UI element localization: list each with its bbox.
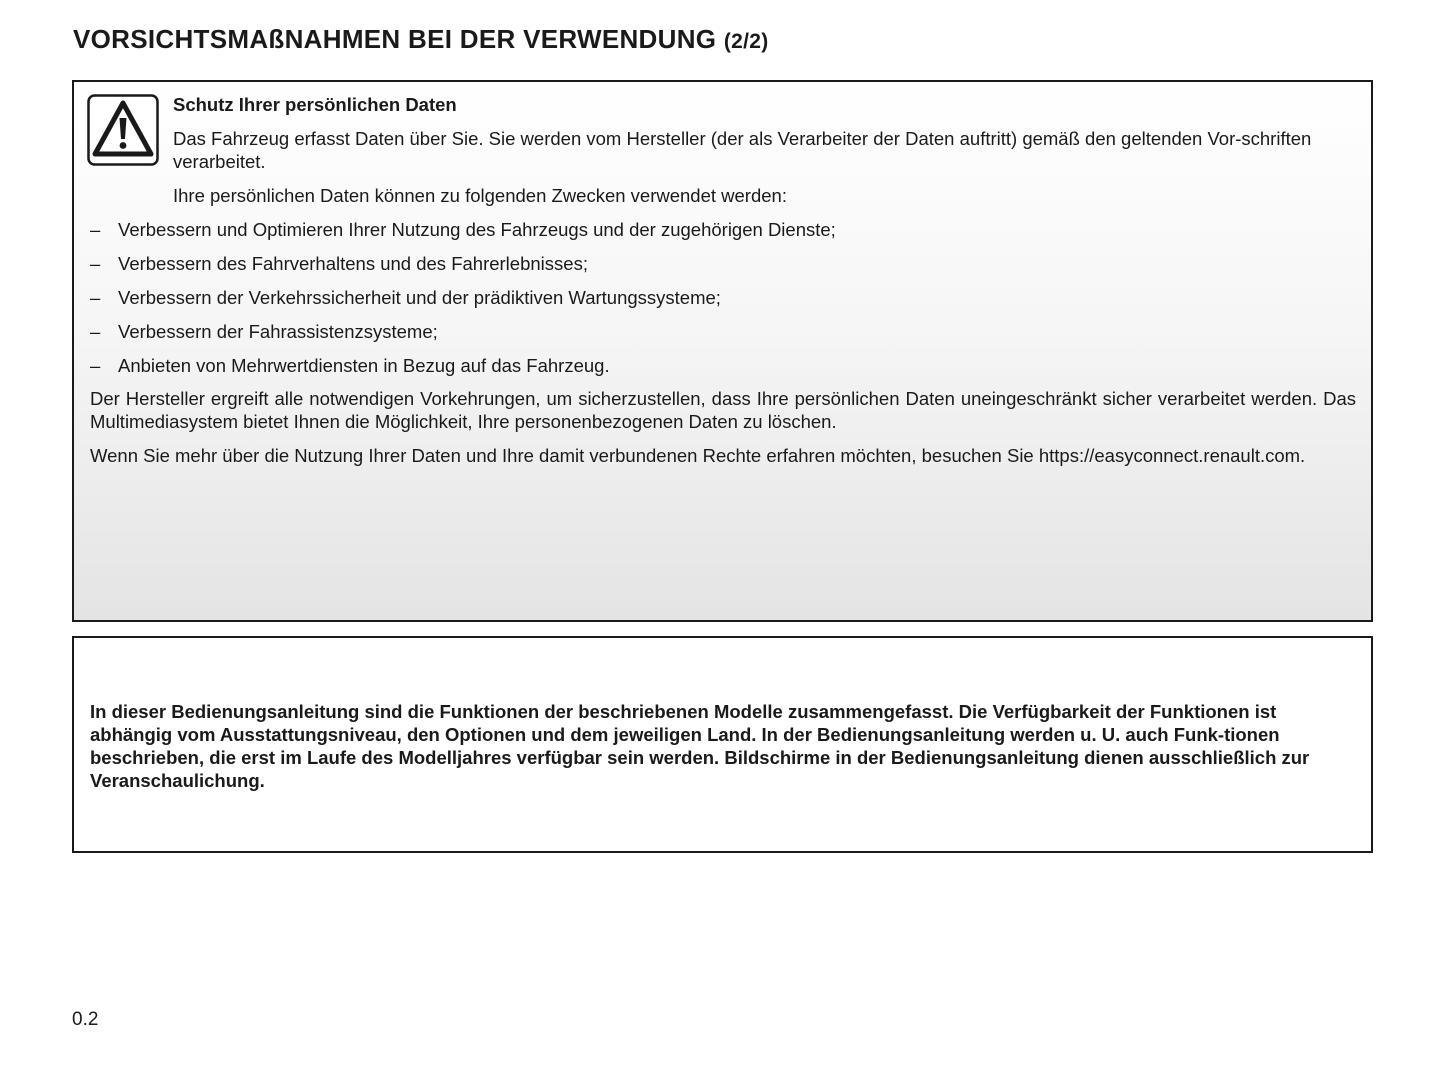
page-number: 0.2 [72, 1009, 99, 1030]
list-item [90, 218, 1356, 252]
purposes-intro: Ihre persönlichen Daten können zu folgenden Zwecken verwendet werden: [173, 185, 787, 206]
manual-scope-info-box [72, 636, 1373, 853]
manual-scope-text: In dieser Bedienungsanleitung sind die Funktionen der beschriebenen Modelle zusammengefasst. Die Verfügbarkeit der Funktionen ist abhängig vom Ausstattungsniveau, den Optionen und dem jeweiligen Land. In der Bedienungsanleitung werden u. U. auch Funk-tionen beschrieben, die erst im Laufe des Modelljahres verfügbar sein werden. Bildschirme in der Bedienungsanleitung dienen ausschließlich zur Veranschaulichung. [90, 701, 1310, 791]
page-title [73, 24, 769, 55]
bullet-dash: – [90, 219, 101, 240]
list-item-text: Verbessern der Fahrassistenzsysteme; [118, 321, 438, 342]
data-protection-warning-box [72, 80, 1373, 622]
list-item-text: Anbieten von Mehrwertdiensten in Bezug auf das Fahrzeug. [118, 355, 610, 376]
more-info-paragraph: Wenn Sie mehr über die Nutzung Ihrer Daten und Ihre damit verbundenen Rechte erfahren möchten, besuchen Sie https://easyconnect.renault.com. [90, 445, 1306, 466]
list-item [90, 354, 1356, 388]
bullet-dash: – [90, 287, 101, 308]
page-title-text: VORSICHTSMAßNAHMEN BEI DER VERWENDUNG [73, 24, 717, 54]
bullet-dash: – [90, 355, 101, 376]
list-item-text: Verbessern und Optimieren Ihrer Nutzung des Fahrzeugs und der zugehörigen Dienste; [118, 219, 836, 240]
page-title-suffix: (2/2) [723, 30, 769, 53]
purposes-list [90, 218, 1356, 388]
bullet-dash: – [90, 253, 101, 274]
list-item [90, 252, 1356, 286]
warning-triangle-icon [87, 94, 159, 166]
section-heading: Schutz Ihrer persönlichen Daten [173, 94, 457, 115]
bullet-dash: – [90, 321, 101, 342]
security-paragraph: Der Hersteller ergreift alle notwendigen Vorkehrungen, um sicherzustellen, dass Ihre persönlichen Daten uneingeschränkt sicher verarbeitet werden. Das Multimediasystem bietet Ihnen die Möglichkeit, Ihre personenbezogenen Daten zu löschen. [90, 388, 1356, 432]
list-item [90, 286, 1356, 320]
list-item-text: Verbessern des Fahrverhaltens und des Fahrerlebnisses; [118, 253, 588, 274]
intro-paragraph: Das Fahrzeug erfasst Daten über Sie. Sie werden vom Hersteller (der als Verarbeiter der Daten auftritt) gemäß den geltenden Vor-schriften verarbeitet. [173, 128, 1312, 172]
list-item-text: Verbessern der Verkehrssicherheit und der prädiktiven Wartungssysteme; [118, 287, 721, 308]
list-item [90, 320, 1356, 354]
